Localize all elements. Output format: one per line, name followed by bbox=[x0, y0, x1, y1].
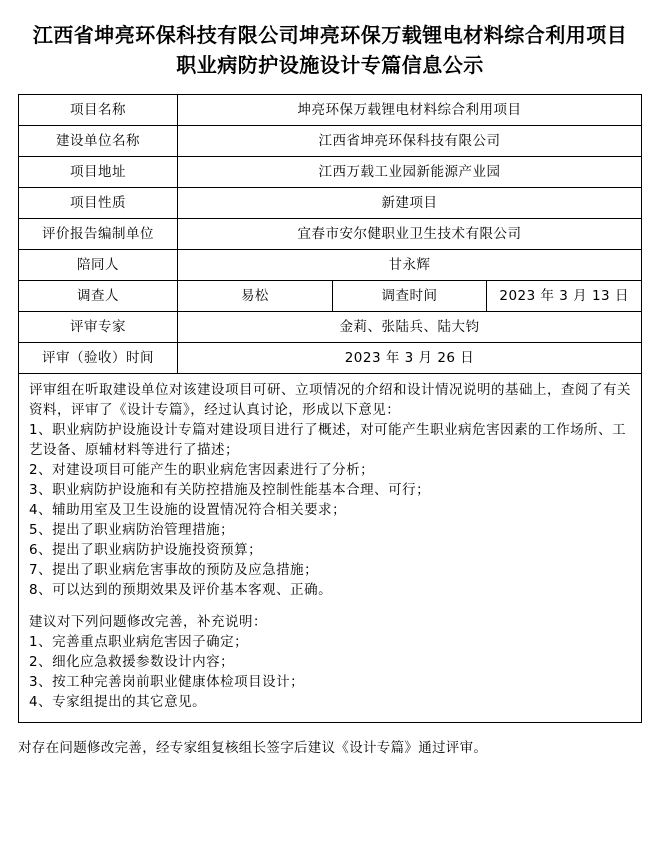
table-row-experts bbox=[19, 312, 642, 343]
suggestion-item: 4、专家组提出的其它意见。 bbox=[29, 694, 207, 710]
table-row bbox=[19, 250, 642, 281]
opinion-intro: 评审组在听取建设单位对该建设项目可研、立项情况的介绍和设计情况说明的基础上，查阅了有关资料，评审了《设计专篇》，经过认真讨论，形成以下意见： bbox=[29, 382, 631, 418]
experts-value: 金莉、张陆兵、陆大钧 bbox=[178, 312, 642, 343]
row-value: 新建项目 bbox=[178, 188, 642, 219]
table-row-survey bbox=[19, 281, 642, 312]
suggestion-item: 3、按工种完善岗前职业健康体检项目设计； bbox=[29, 674, 305, 690]
row-label: 建设单位名称 bbox=[19, 126, 178, 157]
suggestion-item: 2、细化应急救援参数设计内容； bbox=[29, 654, 235, 670]
row-value: 宜春市安尔健职业卫生技术有限公司 bbox=[178, 219, 642, 250]
page-title: 江西省坤亮环保科技有限公司坤亮环保万载锂电材料综合利用项目职业病防护设施设计专篇信息公示 bbox=[32, 23, 628, 77]
opinion-cell bbox=[19, 374, 642, 723]
review-time-label: 评审（验收）时间 bbox=[19, 343, 178, 374]
table-row bbox=[19, 95, 642, 126]
row-value: 坤亮环保万载锂电材料综合利用项目 bbox=[178, 95, 642, 126]
table-row-opinion bbox=[19, 374, 642, 723]
table-row bbox=[19, 126, 642, 157]
row-value: 江西省坤亮环保科技有限公司 bbox=[178, 126, 642, 157]
review-time-value: 2023 年 3 月 26 日 bbox=[178, 343, 642, 374]
row-label: 评价报告编制单位 bbox=[19, 219, 178, 250]
survey-time-label: 调查时间 bbox=[332, 281, 487, 312]
survey-time-value: 2023 年 3 月 13 日 bbox=[487, 281, 642, 312]
info-table bbox=[18, 94, 642, 723]
opinion-item: 1、职业病防护设施设计专篇对建设项目进行了概述，对可能产生职业病危害因素的工作场所、工艺设备、原辅材料等进行了描述； bbox=[29, 422, 627, 458]
table-row bbox=[19, 188, 642, 219]
footer-note: 对存在问题修改完善，经专家组复核组长签字后建议《设计专篇》通过评审。 bbox=[18, 740, 488, 756]
experts-label: 评审专家 bbox=[19, 312, 178, 343]
suggestion-item: 1、完善重点职业病危害因子确定； bbox=[29, 634, 249, 650]
survey-value: 易松 bbox=[178, 281, 333, 312]
opinion-item: 5、提出了职业病防治管理措施； bbox=[29, 522, 235, 538]
row-label: 陪同人 bbox=[19, 250, 178, 281]
opinion-item: 7、提出了职业病危害事故的预防及应急措施； bbox=[29, 562, 319, 578]
opinion-item: 8、可以达到的预期效果及评价基本客观、正确。 bbox=[29, 582, 333, 598]
opinion-item: 6、提出了职业病防护设施投资预算； bbox=[29, 542, 263, 558]
opinion-item: 2、对建设项目可能产生的职业病危害因素进行了分析； bbox=[29, 462, 375, 478]
row-value: 甘永辉 bbox=[178, 250, 642, 281]
row-value: 江西万载工业园新能源产业园 bbox=[178, 157, 642, 188]
spacer bbox=[29, 600, 631, 612]
row-label: 项目名称 bbox=[19, 95, 178, 126]
table-row-review-time bbox=[19, 343, 642, 374]
row-label: 项目性质 bbox=[19, 188, 178, 219]
row-label: 项目地址 bbox=[19, 157, 178, 188]
table-row bbox=[19, 157, 642, 188]
opinion-item: 3、职业病防护设施和有关防控措施及控制性能基本合理、可行； bbox=[29, 482, 431, 498]
opinion-item: 4、辅助用室及卫生设施的设置情况符合相关要求； bbox=[29, 502, 347, 518]
survey-label: 调查人 bbox=[19, 281, 178, 312]
suggestion-title: 建议对下列问题修改完善，补充说明： bbox=[29, 614, 267, 630]
table-row bbox=[19, 219, 642, 250]
